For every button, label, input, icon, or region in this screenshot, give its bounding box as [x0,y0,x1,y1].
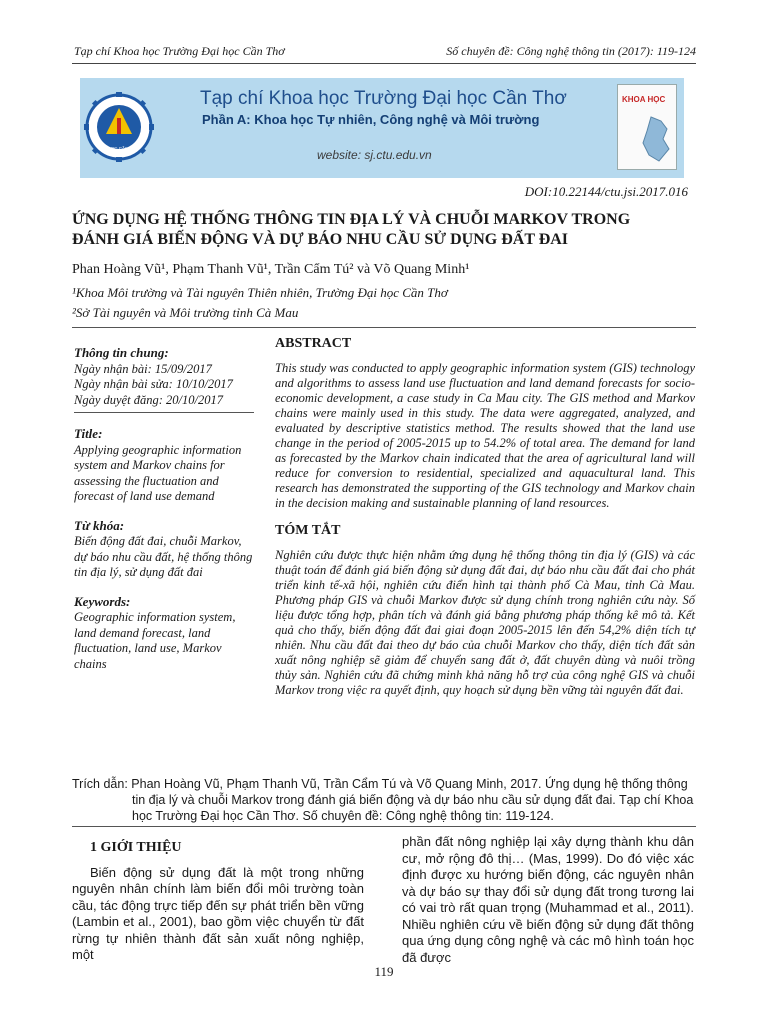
body-column-right [402,834,694,966]
header-divider [72,63,696,64]
banner-title: Tạp chí Khoa học Trường Đại học Cần Thơ [200,88,567,109]
body-paragraph: phần đất nông nghiệp lại xây dựng thành khu dân cư, mở rộng đô thị… (Mas, 1999). Do đó việc xác định được xu hướng biến động, các nguyên nhân và dự báo sự thay đổi sử dụng đất trong tương lai có vai trò rất quan trọng (Muhammad et al., 2011). Nhiều nghiên cứu về biến động sử dụng đất thông qua ứng dụng công nghệ và các mô hình toán học đã được [402,834,694,965]
affiliation: ²Sở Tài nguyên và Môi trường tỉnh Cà Mau [72,305,299,320]
keywords-en: Geographic information system, land demand forecast, land fluctuation, land use, Markov chains [74,610,236,671]
map-icon [637,115,673,163]
abstract-heading: ABSTRACT [275,336,352,351]
keywords-en-heading: Keywords: [74,593,131,609]
running-header-issue: Số chuyên đề: Công nghệ thông tin (2017): 119-124 [446,44,696,58]
title-line: ĐÁNH GIÁ BIẾN ĐỘNG VÀ DỰ BÁO NHU CẦU SỬ DỤNG ĐẤT ĐAI [72,231,569,248]
info-heading: Thông tin chung: [74,345,169,360]
english-title: Applying geographic information system and Markov chains for assessing the fluctuation and forecast of land use demand [74,442,242,503]
keywords-vi-heading: Từ khóa: [74,517,125,533]
journal-website-link[interactable]: website: sj.ctu.edu.vn [317,148,432,162]
citation: Trích dẫn: Phan Hoàng Vũ, Phạm Thanh Vũ, Trần Cẩm Tú và Võ Quang Minh, 2017. Ứng dụng hệ thống thông tin địa lý và chuỗi Markov trong đánh giá biến động và dự báo nhu cầu sử dụng đất đai. Tạp chí Khoa học Trường Đại học Cần Thơ. Số chuyên đề: Công nghệ thông tin: 119-124. [72,777,694,823]
running-header-journal: Tạp chí Khoa học Trường Đại học Cần Thơ [74,44,285,58]
journal-banner [80,78,684,178]
citation-divider [72,826,696,827]
logo-text: ĐẠI HỌC CẦN THƠ [98,146,140,151]
journal-cover-thumbnail [617,84,677,170]
title-line: ỨNG DỤNG HỆ THỐNG THÔNG TIN ĐỊA LÝ VÀ CHUỖI MARKOV TRONG [72,211,631,228]
revised-date: Ngày nhận bài sửa: 10/10/2017 [74,377,233,391]
page-number: 119 [374,964,394,979]
body-column-left [72,836,364,964]
authors: Phan Hoàng Vũ¹, Phạm Thanh Vũ¹, Trần Cẩm Tú² và Võ Quang Minh¹ [72,262,470,277]
section-divider [72,327,696,328]
article-info-sidebar [74,345,254,685]
accepted-date: Ngày duyệt đăng: 20/10/2017 [74,392,223,407]
article-title [72,210,692,250]
abstract-text: This study was conducted to apply geographic information system (GIS) technology and algorithms to assess land use fluctuation and land demand forecasts for socio-economic development, a case study in Ca Mau city. The GIS method and Markov chains were mainly used in this study. The data were aggregated, analyzed, and evaluated by descriptive statistics method. The results showed that the land use change in the period of 2005-2015 up to 54.2% of total area. The demand for land as forecasted by the Markov chain indicated that the area of agricultural land will reduce for conversion to residential, specialized and aquacultural land. This research has demonstrated the supporting of the GIS technology and Markov chain in the decision making and sustainable planning of land resources. [275,361,695,510]
summary-heading: TÓM TẮT [275,523,341,538]
cover-brand: KHOA HỌC [622,95,666,104]
affiliation: ¹Khoa Môi trường và Tài nguyên Thiên nhiên, Trường Đại học Cần Thơ [72,285,448,300]
university-logo [84,84,154,170]
doi[interactable]: DOI:10.22144/ctu.jsi.2017.016 [524,184,688,199]
summary-text: Nghiên cứu được thực hiện nhằm ứng dụng hệ thống thông tin địa lý (GIS) và các thuật toán để đánh giá biến động sử dụng đất đai, dự báo nhu cầu đất đai cho phát triển kinh tế-xã hội, nghiên cứu điển hình tại thành phố Cà Mau, tỉnh Cà Mau. Phương pháp GIS và chuỗi Markov được sử dụng chính trong nghiên cứu này. Số liệu được tổng hợp, phân tích và đánh giá bằng phương pháp thống kê mô tả. Kết quả cho thấy, biến động đất đai giai đoạn 2005-2015 lên đến 54,2% diện tích tự nhiên. Nhu cầu đất đai theo dự báo của chuỗi Markov cho thấy, diện tích đất sản xuất nông nghiệp sẽ giảm để chuyển sang đất ở, đất chuyên dùng và nuôi trồng thủy sản. Nghiên cứu đã chứng minh khả năng hỗ trợ của công nghệ GIS và chuỗi Markov trong việc ra quyết định, quy hoạch sử dụng bền vững tài nguyên đất đai. [275,548,695,697]
abstract-section [275,336,695,698]
section-heading: 1 GIỚI THIỆU [90,840,182,855]
keywords-vi: Biến động đất đai, chuỗi Markov, dự báo nhu cầu đất, hệ thống thông tin địa lý, sử dụng đất đai [74,534,253,579]
english-title-heading: Title: [74,426,103,441]
received-date: Ngày nhận bài: 15/09/2017 [74,361,212,376]
body-paragraph: Biến động sử dụng đất là một trong những nguyên nhân chính làm biến đổi môi trường toàn cầu, tác động trực tiếp đến sự phát triển bền vững (Lambin et al., 2001), bao gồm việc chuyển từ đất rừng tự nhiên thành đất sản xuất nông nghiệp, một [72,864,364,962]
banner-subtitle: Phần A: Khoa học Tự nhiên, Công nghệ và Môi trường [202,112,540,127]
